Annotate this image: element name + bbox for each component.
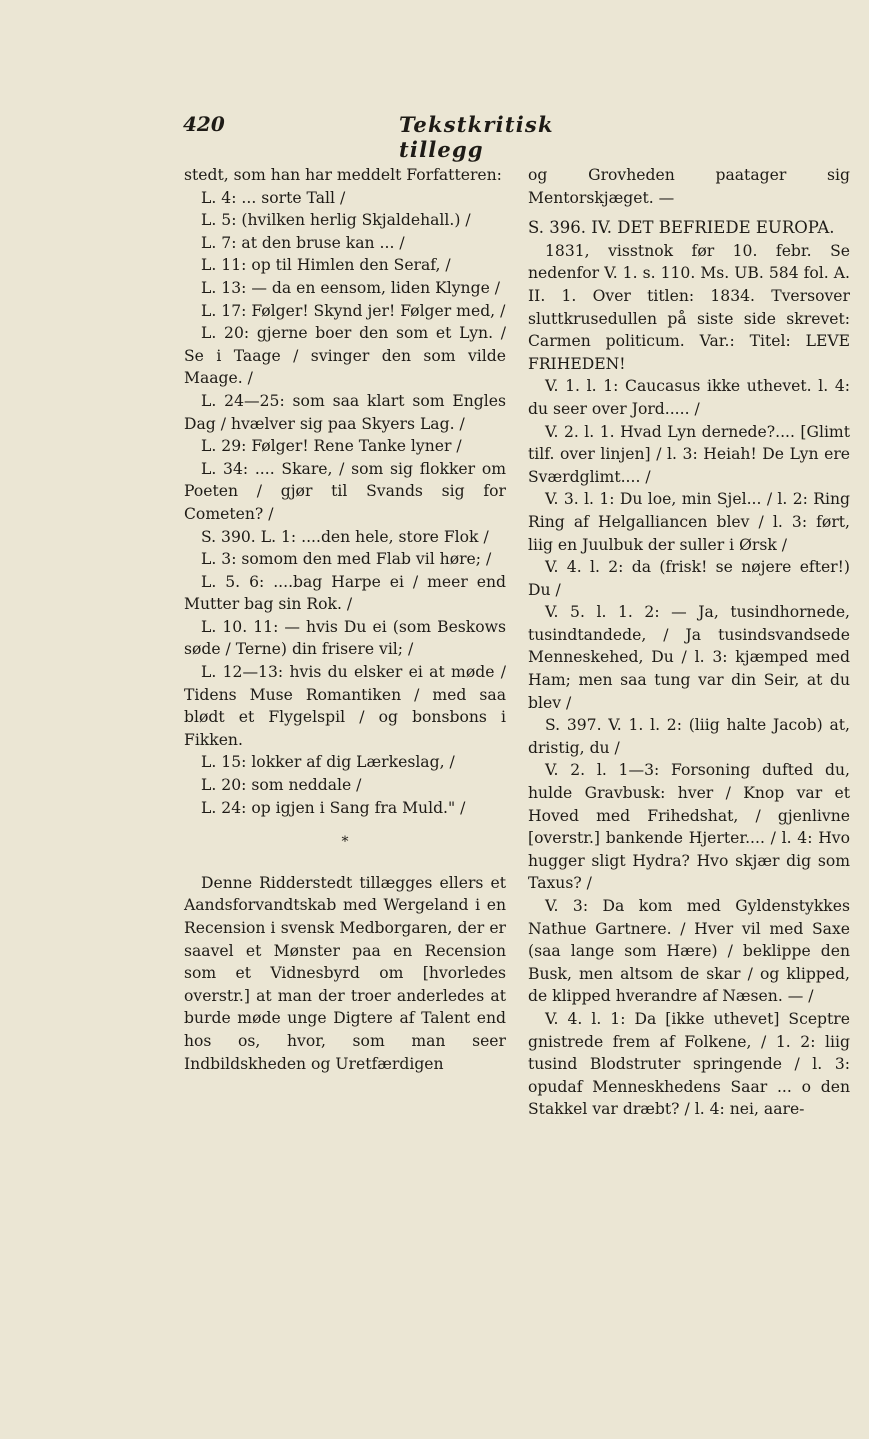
paragraph: Denne Ridderstedt tillægges ellers et Aandsforvandtskab med Wergeland i en Recension i svensk Medborgaren, der er saavel et Mønster paa en Recension som et Vidnesbyrd om [hvorledes overstr.] at man der troer anderledes at burde møde unge Digtere af Talent end hos os, hvor, som man seer Indbildskheden og Uretfærdigen [184,873,506,1073]
paragraph: L. 17: Følger! Skynd jer! Følger med, / [201,301,506,320]
paragraph: L. 20: som neddale / [201,776,362,795]
paragraph: V. 5. l. 1. 2: — Ja, tusindhornede, tusindtandede, / Ja tusindsvandsede Menneskehed, Du / l. 3: kjæmped med Ham; men saa tung var din Seir, at du blev / [528,603,850,712]
paragraph: og Grovheden paatager sig Mentorskjæget. — [528,166,850,207]
running-title: Tekstkritisk tillegg [399,112,554,162]
paragraph: L. 20: gjerne boer den som et Lyn. / Se i Taage / svinger den som vilde Maage. / [184,324,506,388]
paragraph: L. 10. 11: — hvis Du ei (som Beskows søde / Terne) din frisere vil; / [184,617,506,659]
paragraph: L. 15: lokker af dig Lærkeslag, / [201,753,455,772]
paragraph: V. 3: Da kom med Gyldenstykkes Nathue Gartnere. / Hver vil med Saxe (saa lange som Hære) / beklippe den Busk, men altsom de skar / og klipped, de klipped hverandre af Næsen. — / [528,897,850,1006]
paragraph: 1831, visstnok før 10. febr. Se nedenfor V. 1. s. 110. Ms. UB. 584 fol. A. II. 1. Over titlen: 1834. Tversover sluttkrusedullen på siste side skrevet: Carmen politicum. Var.: Titel: LEVE FRIHEDEN! [528,241,850,373]
paragraph: L. 4: ... sorte Tall / [201,188,346,207]
section-heading: S. 396. IV. DET BEFRIEDE EUROPA. [528,218,835,238]
paragraph: L. 13: — da en eensom, liden Klynge / [201,278,501,297]
paragraph: V. 4. l. 1: Da [ikke uthevet] Sceptre gnistrede frem af Folkene, / 1. 2: liig tusind Blodstruter springende / l. 3: opudaf Menneskhedens Saar ... o den Stakkel var dræbt? / l. 4: nei, aare- [528,1009,850,1119]
paragraph: L. 34: .... Skare, / som sig flokker om Poeten / gjør til Svands sig for Cometen? / [184,459,506,523]
paragraph: L. 24: op igjen i Sang fra Muld." / [201,798,466,817]
paragraph: L. 24—25: som saa klart som Engles Dag / hvælver sig paa Skyers Lag. / [184,391,506,433]
paragraph: L. 3: somom den med Flab vil høre; / [201,550,492,569]
paragraph: V. 2. l. 1—3: Forsoning dufted du, hulde Gravbusk: hver / Knop var et Hoved med Frihedshat, / gjenlivne [overstr.] bankende Hjerter.... / l. 4: Hvo hugger sligt Hydra? Hvo skjær dig som Taxus? / [528,761,850,893]
paragraph: L. 7: at den bruse kan ... / [201,233,405,252]
right-column [528,164,850,1121]
page-header [183,112,629,162]
paragraph: V. 1. l. 1: Caucasus ikke uthevet. l. 4: du seer over Jord..... / [528,377,850,418]
paragraph: L. 5. 6: ....bag Harpe ei / meer end Mutter bag sin Rok. / [184,572,506,614]
paragraph: L. 12—13: hvis du elsker ei at møde / Tidens Muse Romantiken / med saa blødt et Flygelspil / og bonsbons i Fikken. [184,663,506,749]
paragraph: S. 390. L. 1: ....den hele, store Flok / [201,527,489,546]
paragraph: V. 2. l. 1. Hvad Lyn dernede?.... [Glimt tilf. over linjen] / l. 3: Heiah! De Lyn ere Sværdglimt.... / [528,422,850,486]
page-number: 420 [183,112,225,136]
paragraph: V. 3. l. 1: Du loe, min Sjel... / l. 2: Ring Ring af Helgalliancen blev / l. 3: ført, liig en Juulbuk der suller i Ørsk / [528,490,850,554]
section-separator: * [341,834,349,851]
left-column [184,164,506,1075]
paragraph: L. 11: op til Himlen den Seraf, / [201,256,451,275]
paragraph: stedt, som han har meddelt Forfatteren: [184,166,502,184]
paragraph: V. 4. l. 2: da (frisk! se nøjere efter!) Du / [528,558,850,599]
paragraph: L. 29: Følger! Rene Tanke lyner / [201,437,462,456]
paragraph: S. 397. V. 1. l. 2: (liig halte Jacob) at, dristig, du / [528,716,850,757]
paragraph: L. 5: (hvilken herlig Skjaldehall.) / [201,211,471,230]
